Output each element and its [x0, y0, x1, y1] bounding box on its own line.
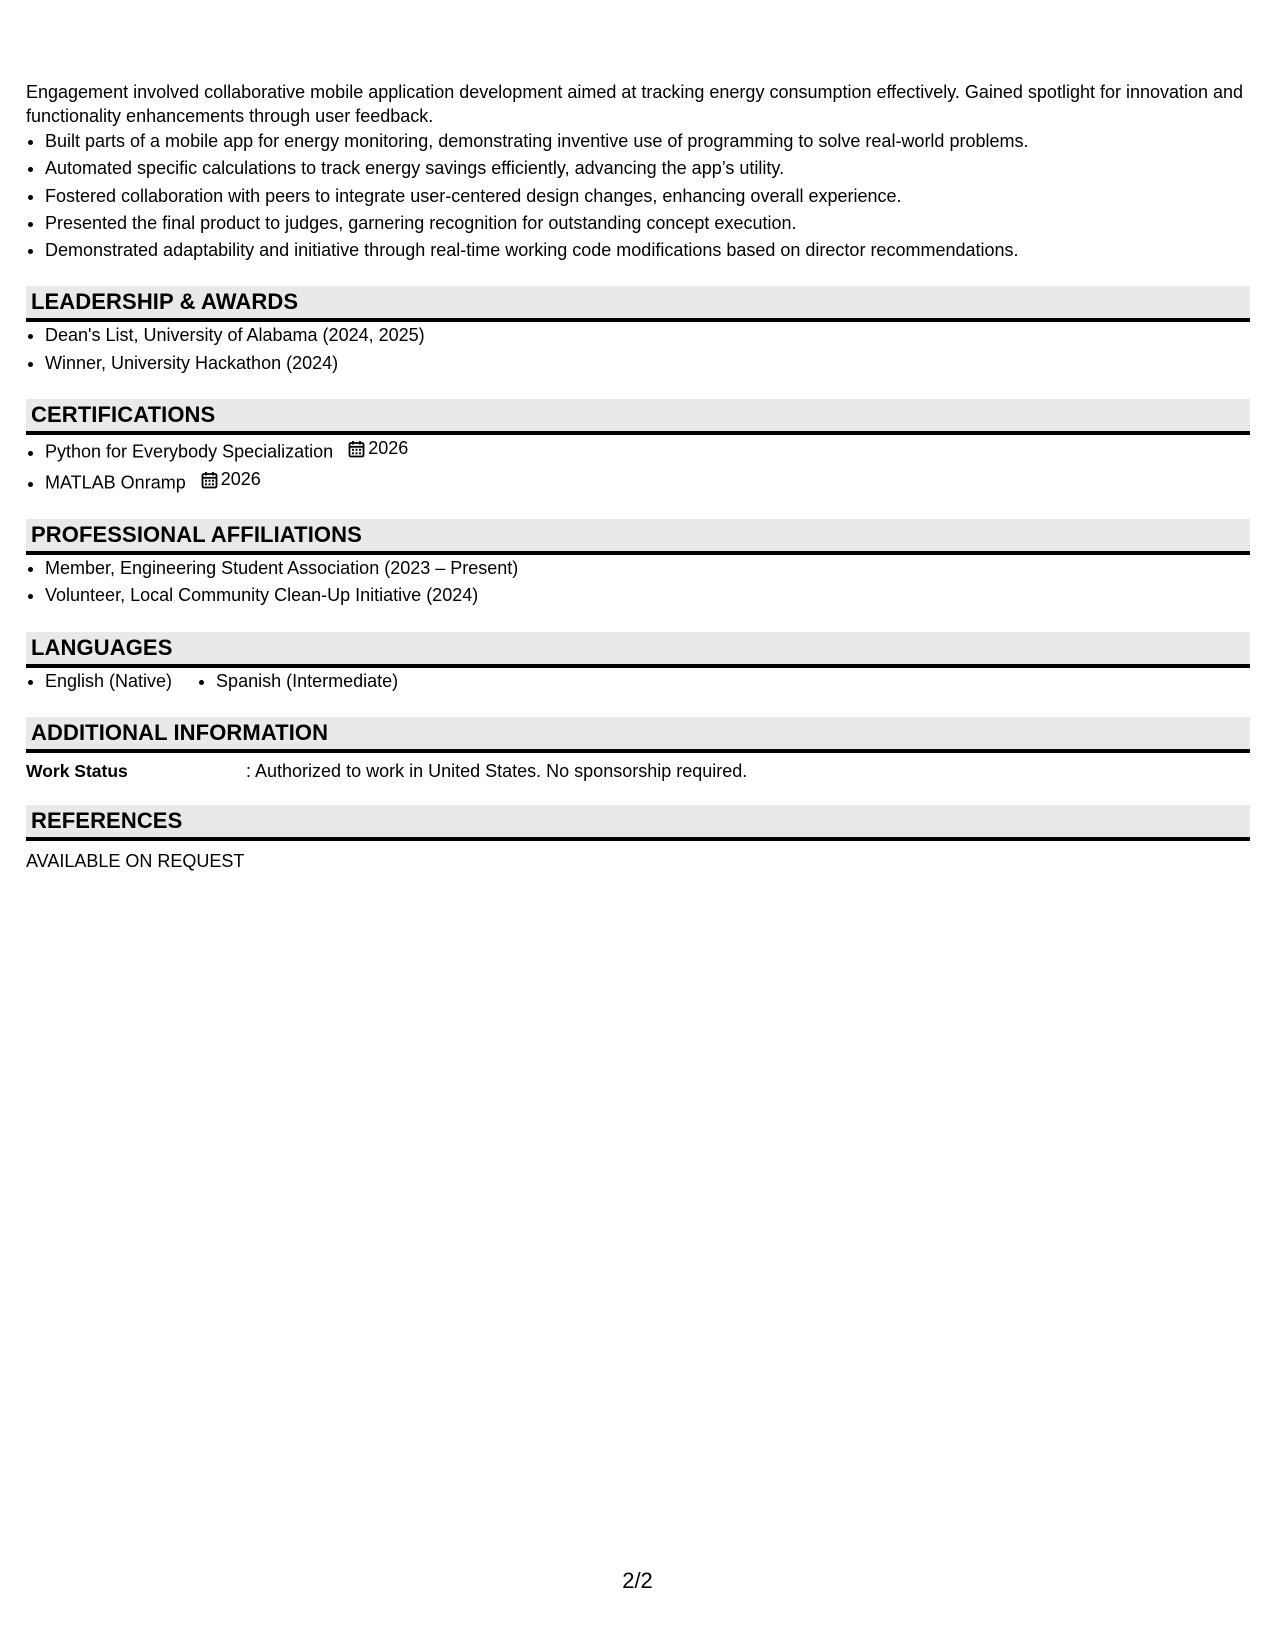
certification-year: 2026: [368, 438, 409, 459]
certification-name: Python for Everybody Specialization: [45, 441, 334, 462]
section-header: [26, 286, 1250, 322]
list-item: • Automated specific calculations to track energy savings efficiently, advancing the app’s utility.: [45, 155, 1250, 182]
list-item: • Winner, University Hackathon (2024): [45, 350, 1250, 377]
work-status-row: [26, 759, 1250, 783]
section-title: LEADERSHIP & AWARDS: [31, 289, 299, 315]
certification-date: [348, 435, 408, 462]
work-status-value: : Authorized to work in United States. No sponsorship required.: [246, 760, 748, 781]
list-item: • Fostered collaboration with peers to integrate user-centered design changes, enhancing overall experience.: [45, 183, 1250, 210]
work-status-label: Work Status: [26, 760, 128, 781]
certification-name: MATLAB Onramp: [45, 472, 186, 493]
list-item: • Member, Engineering Student Association (2023 – Present): [45, 555, 1250, 582]
list-item: • Dean's List, University of Alabama (2024, 2025): [45, 322, 1250, 349]
list-item: • Built parts of a mobile app for energy monitoring, demonstrating inventive use of programming to solve real-world problems.: [45, 128, 1250, 155]
list-item: [45, 435, 1250, 466]
section-header: [26, 399, 1250, 435]
leadership-section: [26, 286, 1250, 377]
section-header: [26, 519, 1250, 555]
section-title: REFERENCES: [31, 807, 183, 833]
affiliations-list: [26, 555, 1250, 610]
section-title: PROFESSIONAL AFFILIATIONS: [31, 521, 362, 547]
calendar-icon: [348, 440, 365, 458]
list-item: [45, 466, 1250, 497]
section-header: [26, 632, 1250, 668]
experience-bullets: [26, 128, 1250, 264]
experience-summary: Engagement involved collaborative mobile application development aimed at tracking energy consumption effectively. Gained spotlight for innovation and functionality enhancements through user feedback.: [26, 82, 1244, 126]
languages-list: [26, 668, 1250, 695]
references-text: AVAILABLE ON REQUEST: [26, 850, 245, 871]
resume-page: [26, 80, 1250, 873]
list-item: • Presented the final product to judges, garnering recognition for outstanding concept execution.: [45, 210, 1250, 237]
leadership-list: [26, 322, 1250, 377]
references-section: [26, 805, 1250, 873]
section-title: LANGUAGES: [31, 634, 173, 660]
certification-date: [201, 466, 261, 493]
calendar-icon: [201, 471, 218, 489]
list-item: • Spanish (Intermediate): [216, 668, 398, 695]
languages-section: [26, 632, 1250, 695]
certifications-list: [26, 435, 1250, 497]
section-title: ADDITIONAL INFORMATION: [31, 719, 329, 745]
list-item: • Demonstrated adaptability and initiative through real-time working code modifications based on director recommendations.: [45, 237, 1250, 264]
section-title: CERTIFICATIONS: [31, 402, 216, 428]
section-header: [26, 805, 1250, 841]
list-item: • English (Native): [45, 668, 172, 695]
page-number: 2/2: [622, 1568, 653, 1593]
certifications-section: [26, 399, 1250, 497]
list-item: • Volunteer, Local Community Clean-Up Initiative (2024): [45, 582, 1250, 609]
affiliations-section: [26, 519, 1250, 610]
additional-info-section: [26, 717, 1250, 783]
section-header: [26, 717, 1250, 753]
certification-year: 2026: [220, 469, 261, 490]
